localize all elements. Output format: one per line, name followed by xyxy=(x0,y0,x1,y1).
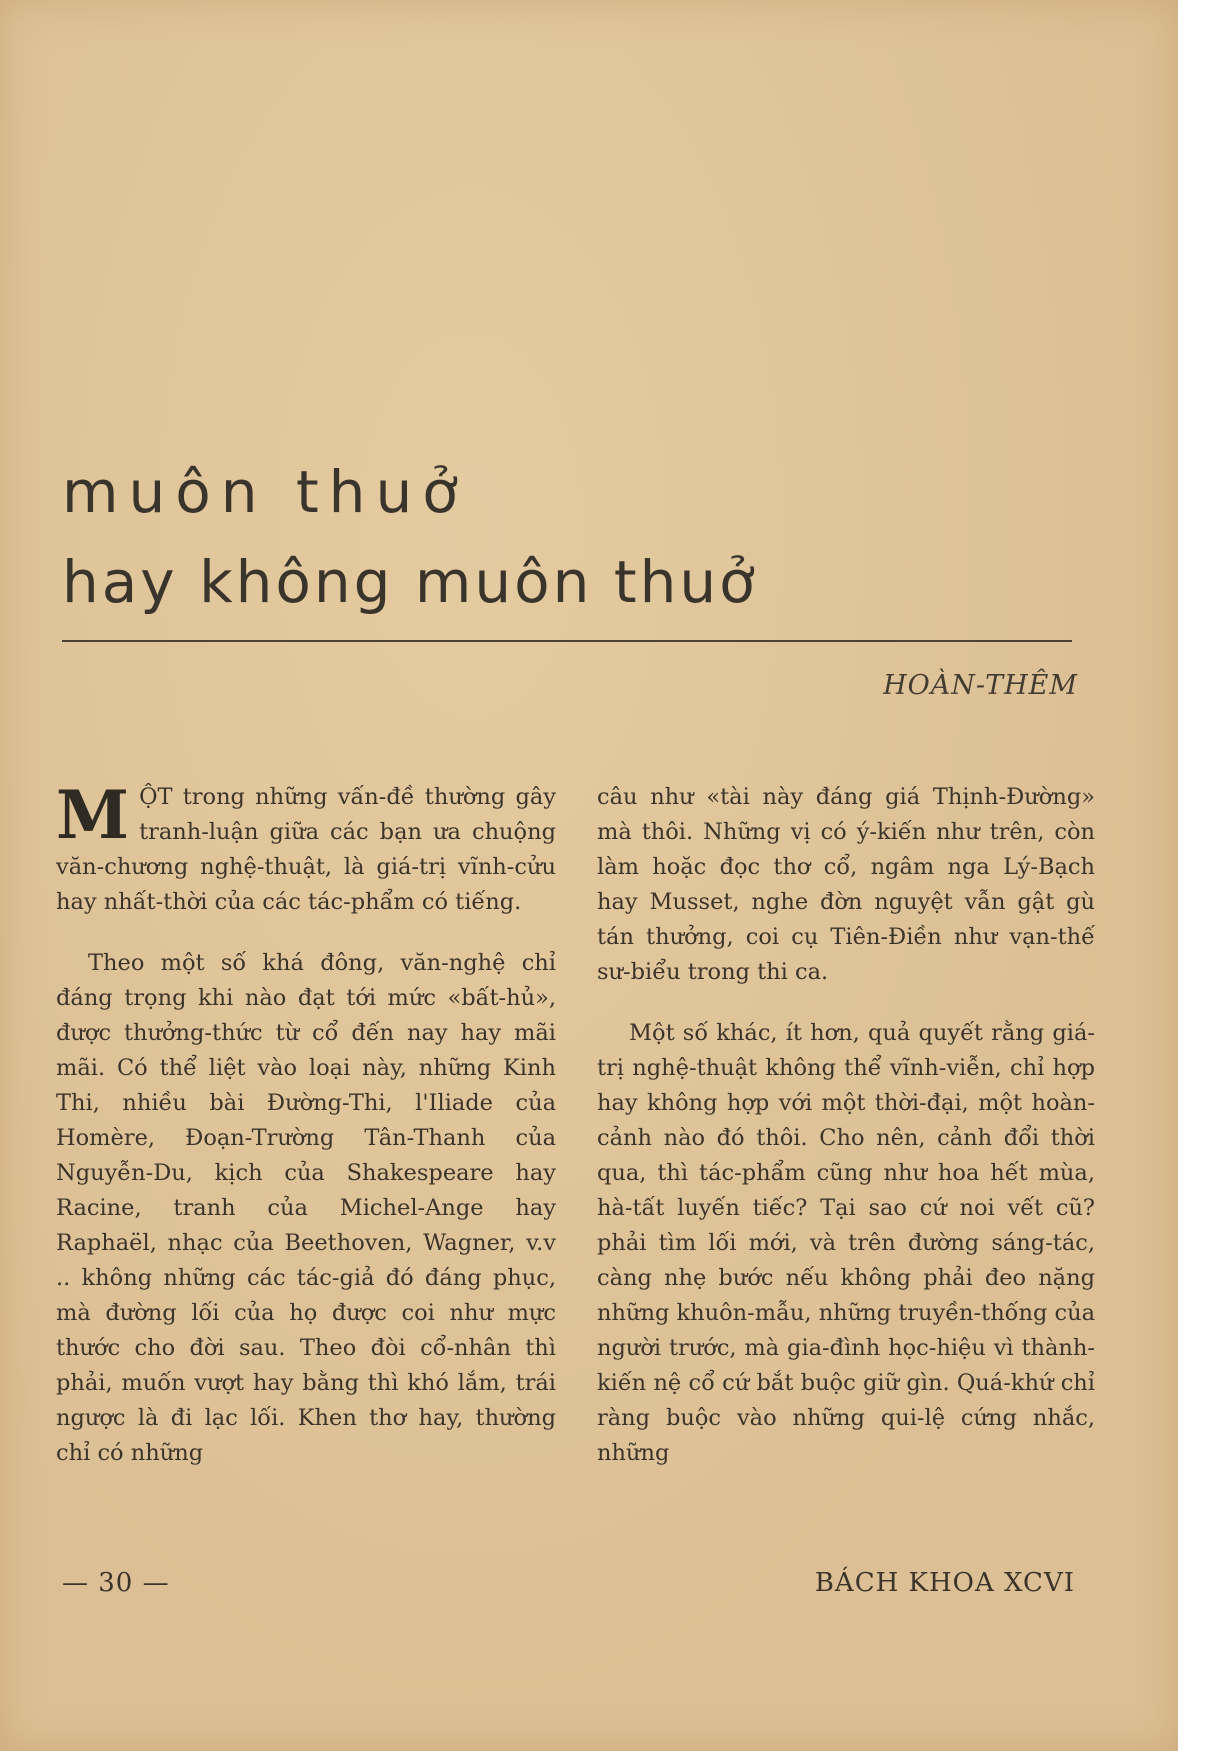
left-column xyxy=(56,776,556,1497)
magazine-name: BÁCH KHOA XCVI xyxy=(814,1568,1075,1598)
title-line-1: muôn thuở xyxy=(62,458,468,526)
title-line-2: hay không muôn thuở xyxy=(62,548,758,616)
right-paragraph-2: Một số khác, ít hơn, quả quyết rằng giá-trị nghệ-thuật không thể vĩnh-viễn, chỉ hợp hay không hợp với một thời-đại, một hoàn-cảnh nào đó thôi. Cho nên, cảnh đổi thời qua, thì tác-phẩm cũng như hoa hết mùa, hà-tất luyến tiếc? Tại sao cứ noi vết cũ? phải tìm lối mới, và trên đường sáng-tác, càng nhẹ bước nếu không phải đeo nặng những khuôn-mẫu, những truyền-thống của người trước, mà gia-đình học-hiệu vì thành-kiến nệ cổ cứ bắt buộc giữ gìn. Quá-khứ chỉ ràng buộc vào những qui-lệ cứng nhắc, những xyxy=(597,1020,1095,1466)
page-number: — 30 — xyxy=(62,1568,170,1598)
author-name: HOÀN-THÊM xyxy=(883,670,1078,701)
left-paragraph-1-text: ỘT trong những vấn-đề thường gây tranh-luận giữa các bạn ưa chuộng văn-chương nghệ-thuật, là giá-trị vĩnh-cửu hay nhất-thời của các tác-phẩm có tiếng. xyxy=(56,784,556,915)
left-paragraph-2: Theo một số khá đông, văn-nghệ chỉ đáng trọng khi nào đạt tới mức «bất-hủ», được thưởng-thức từ cổ đến nay hay mãi mãi. Có thể liệt vào loại này, những Kinh Thi, nhiều bài Đường-Thi, l'Iliade của Homère, Đoạn-Trường Tân-Thanh của Nguyễn-Du, kịch của Shakespeare hay Racine, tranh của Michel-Ange hay Raphaël, nhạc của Beethoven, Wagner, v.v .. không những các tác-giả đó đáng phục, mà đường lối của họ được coi như mực thước cho đời sau. Theo đòi cổ-nhân thì phải, muốn vượt hay bằng thì khó lắm, trái ngược là đi lạc lối. Khen thơ hay, thường chỉ có những xyxy=(56,950,556,1466)
drop-cap: M xyxy=(56,776,130,854)
title-divider xyxy=(62,640,1072,642)
right-paragraph-1: câu như «tài này đáng giá Thịnh-Đường» mà thôi. Những vị có ý-kiến như trên, còn làm hoặc đọc thơ cổ, ngâm nga Lý-Bạch hay Musset, nghe đờn nguyệt vẫn gật gù tán thưởng, coi cụ Tiên-Điền như vạn-thế sư-biểu trong thi ca. xyxy=(597,784,1095,985)
left-paragraph-1 xyxy=(56,776,556,920)
right-column xyxy=(597,780,1095,1497)
